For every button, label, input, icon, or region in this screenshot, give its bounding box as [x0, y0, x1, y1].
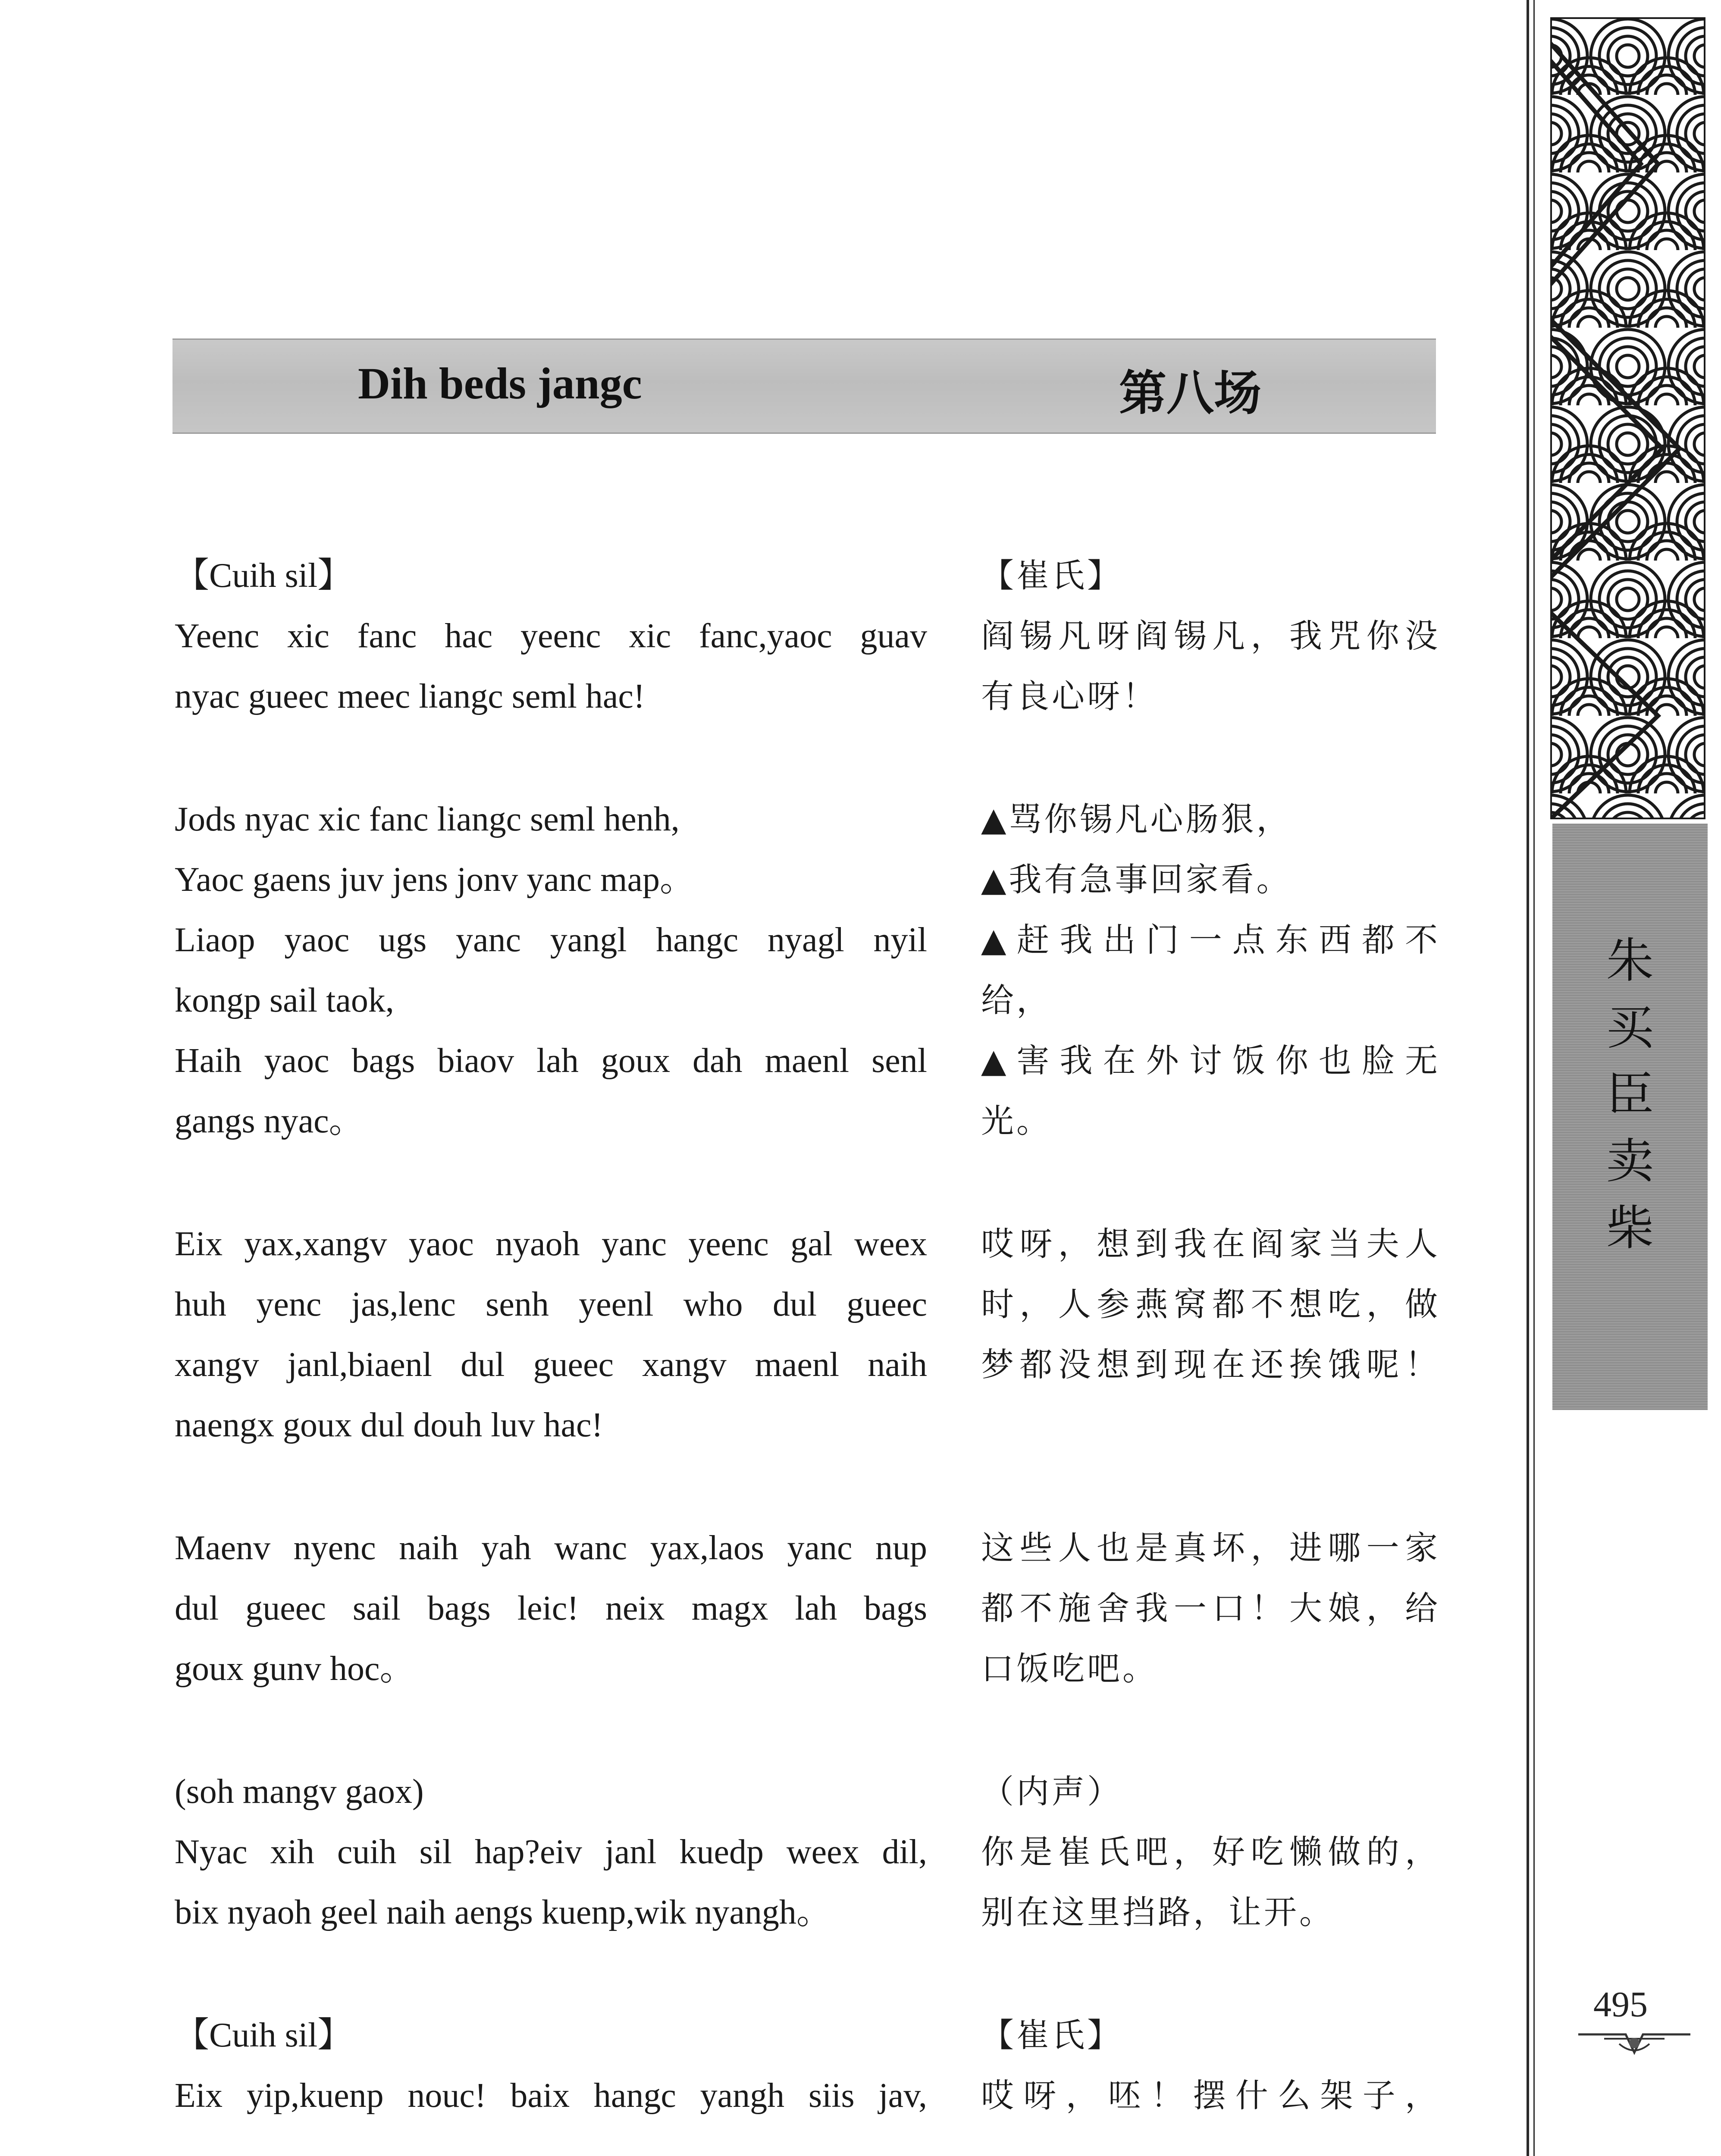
text-line: 阎锡凡呀阎锡凡，我咒你没 [981, 617, 1440, 655]
text-line: kongp sail taok, [175, 981, 394, 1019]
sidebar-rule [1533, 0, 1535, 2156]
book-title-char: 臣 [1606, 1067, 1654, 1122]
text-line: Haih yaoc bags biaov lah goux dah maenl senl [175, 1042, 927, 1080]
text-line: bix nyaoh geel naih aengs kuenp,wik nyangh。 [175, 1893, 831, 1931]
text-line: xangv janl,biaenl dul gueec xangv maenl naih [175, 1346, 927, 1384]
text-line: naengx goux dul douh luv hac! [175, 1406, 603, 1444]
text-line: gangs nyac。 [175, 1102, 364, 1140]
text-line: Yaoc gaens juv jens jonv yanc map。 [175, 861, 694, 899]
text-line: Liaop yaoc ugs yanc yangl hangc nyagl nyil [175, 921, 927, 959]
text-line: 这些人也是真坏，进哪一家 [981, 1529, 1440, 1567]
text-line: ▲害我在外讨饭你也脸无 [981, 1041, 1440, 1080]
text-line: 有良心呀！ [981, 677, 1158, 715]
text-line: dul gueec sail bags leic! neix magx lah bags [175, 1589, 927, 1627]
book-title-char: 卖 [1606, 1134, 1654, 1189]
speaker-label: 【Cuih sil】 [175, 557, 352, 595]
sidebar-rule [1527, 0, 1529, 2156]
text-line: Yeenc xic fanc hac yeenc xic fanc,yaoc guav [175, 617, 927, 655]
text-line: 哎呀，呸！摆什么架子， [981, 2076, 1440, 2115]
text-line: nyac gueec meec liangc seml hac! [175, 677, 645, 715]
text-line: 给， [981, 981, 1052, 1019]
scene-title-en: Dih beds jangc [358, 359, 642, 408]
text-line: 口饭吃吧。 [981, 1649, 1158, 1688]
text-line: 别在这里挡路，让开。 [981, 1893, 1335, 1931]
book-title-char: 柴 [1606, 1200, 1654, 1256]
text-line: 都不施舍我一口！大娘，给 [981, 1589, 1440, 1627]
scene-banner [172, 338, 1436, 434]
text-line: Eix yax,xangv yaoc nyaoh yanc yeenc gal weex [175, 1225, 927, 1263]
decorative-wave-pattern [1550, 17, 1705, 819]
stage-direction: (soh mangv gaox) [175, 1773, 424, 1811]
book-title-char: 买 [1606, 1000, 1654, 1055]
text-line: goux gunv hoc。 [175, 1650, 414, 1688]
stage-direction: （内声） [981, 1772, 1122, 1811]
text-line: ▲我有急事回家看。 [981, 860, 1292, 899]
text-line: 梦都没想到现在还挨饿呢！ [981, 1345, 1440, 1384]
text-line: 哎呀，想到我在阎家当夫人 [981, 1225, 1440, 1263]
speaker-label: 【崔氏】 [981, 556, 1122, 595]
text-line: Jods nyac xic fanc liangc seml henh, [175, 800, 680, 838]
text-line: 时，人参燕窝都不想吃，做 [981, 1285, 1440, 1323]
text-line: 你是崔氏吧，好吃懒做的， [981, 1833, 1440, 1871]
book-title-char: 朱 [1606, 933, 1654, 988]
speaker-label: 【崔氏】 [981, 2016, 1122, 2054]
page-number: 495 [1593, 1984, 1648, 2024]
text-line: ▲骂你锡凡心肠狠， [981, 800, 1292, 838]
text-line: Nyac xih cuih sil hap?eiv janl kuedp weex dil, [175, 1833, 927, 1871]
text-line: Maenv nyenc naih yah wanc yax,laos yanc nup [175, 1529, 927, 1567]
scene-title-zh: 第八场 [1119, 365, 1261, 421]
ornament-icon [1578, 2031, 1690, 2059]
book-title-block [1552, 824, 1708, 1410]
text-line: ▲赶我出门一点东西都不 [981, 921, 1440, 959]
speaker-label: 【Cuih sil】 [175, 2016, 352, 2054]
text-line: 光。 [981, 1102, 1052, 1140]
text-line: huh yenc jas,lenc senh yeenl who dul gueec [175, 1285, 927, 1323]
text-line: Eix yip,kuenp nouc! baix hangc yangh siis jav, [175, 2077, 927, 2115]
